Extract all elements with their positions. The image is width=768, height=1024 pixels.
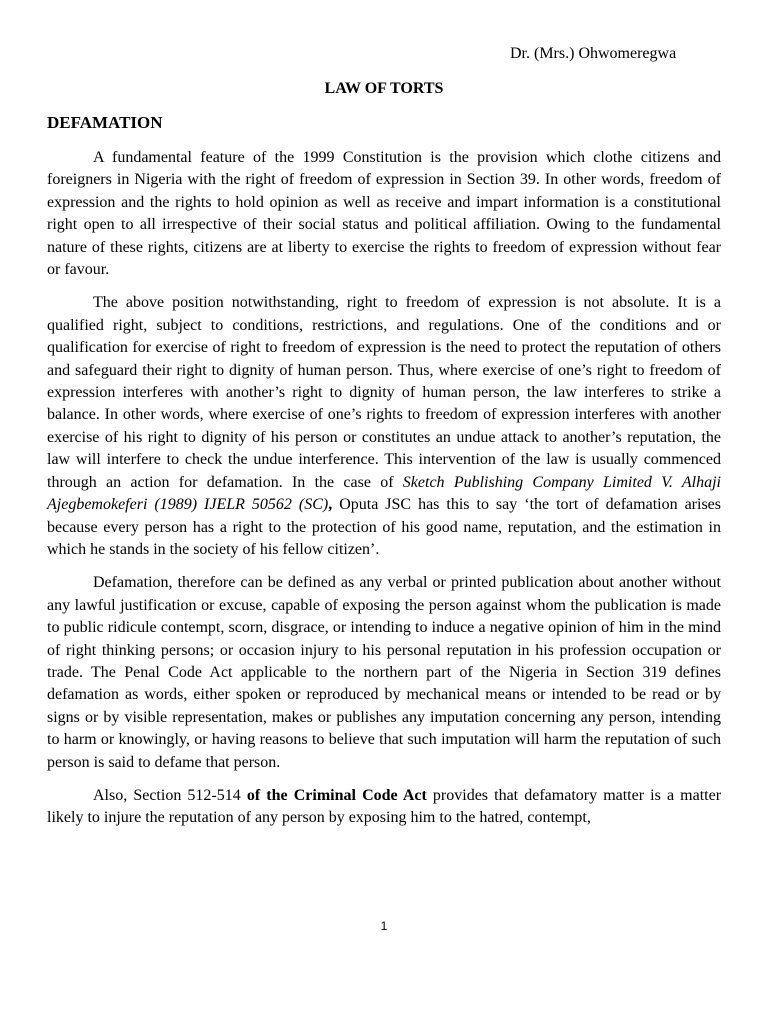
paragraph-1: [47, 147, 721, 281]
document-title: LAW OF TORTS: [324, 80, 444, 97]
paragraph-4-text-before: Also, Section 512-514: [93, 786, 247, 804]
criminal-code-act-reference: of the Criminal Code Act: [246, 786, 427, 804]
page-number: 1: [380, 919, 388, 933]
paragraph-4: [47, 785, 721, 830]
paragraph-3-text: Defamation, therefore can be defined as any verbal or printed publication about another without any lawful justification or excuse, capable of exposing the person against whom the publication is made to public ridicule contempt, scorn, disgrace, or intending to induce a negative opinion of him in the mind of right thinking persons; or occasion injury to his personal reputation in his profession occupation or trade. The Penal Code Act applicable to the northern part of the Nigeria in Section 319 defines defamation as words, either spoken or reproduced by mechanical means or intended to be read or by signs or by visible representation, makes or publishes any imputation concerning any person, intending to harm or knowingly, or having reasons to believe that such imputation will harm the reputation of such person is said to defame that person.: [47, 574, 721, 771]
paragraph-2: [47, 292, 721, 561]
case-citation: Sketch Publishing Company Limited V. Alhaji Ajegbemokeferi (1989) IJELR 50562 (SC): [47, 473, 721, 514]
paragraph-2-text-before-case: The above position notwithstanding, right to freedom of expression is not absolute. It is a qualified right, subject to conditions, restrictions, and regulations. One of the conditions and or qualification for exercise of right to freedom of expression is the need to protect the reputation of others and safeguard their right to dignity of human person. Thus, where exercise of one’s right to freedom of expression interferes with another’s right to dignity of human person, the law interferes to strike a balance. In other words, where exercise of one’s rights to freedom of expression interferes with another exercise of his right to dignity of his person or constitutes an undue attack to another’s reputation, the law will interfere to check the undue interference. This intervention of the law is usually commenced through an action for defamation. In the case of: [47, 294, 721, 491]
paragraph-1-text: A fundamental feature of the 1999 Constitution is the provision which clothe citizens and foreigners in Nigeria with the right of freedom of expression in Section 39. In other words, freedom of expression and the rights to hold opinion as well as receive and impart information is a constitutional right open to all irrespective of their social status and political affiliation. Owing to the fundamental nature of these rights, citizens are at liberty to exercise the rights to freedom of expression without fear or favour.: [47, 149, 721, 279]
paragraph-2-text-after-case: Oputa JSC has this to say ‘the tort of defamation arises because every person has a right to the protection of his good name, reputation, and the estimation in which he stands in the society of his fellow citizen’.: [47, 496, 722, 558]
author-name: Dr. (Mrs.) Ohwomeregwa: [510, 45, 677, 62]
paragraph-3: [47, 572, 721, 774]
paragraph-4-text-after: provides that defamatory matter is a matter likely to injure the reputation of any person by exposing him to the hatred, contempt,: [47, 786, 722, 827]
case-citation-comma: ,: [328, 496, 333, 514]
document-body: [47, 147, 721, 841]
section-heading: DEFAMATION: [47, 113, 163, 132]
